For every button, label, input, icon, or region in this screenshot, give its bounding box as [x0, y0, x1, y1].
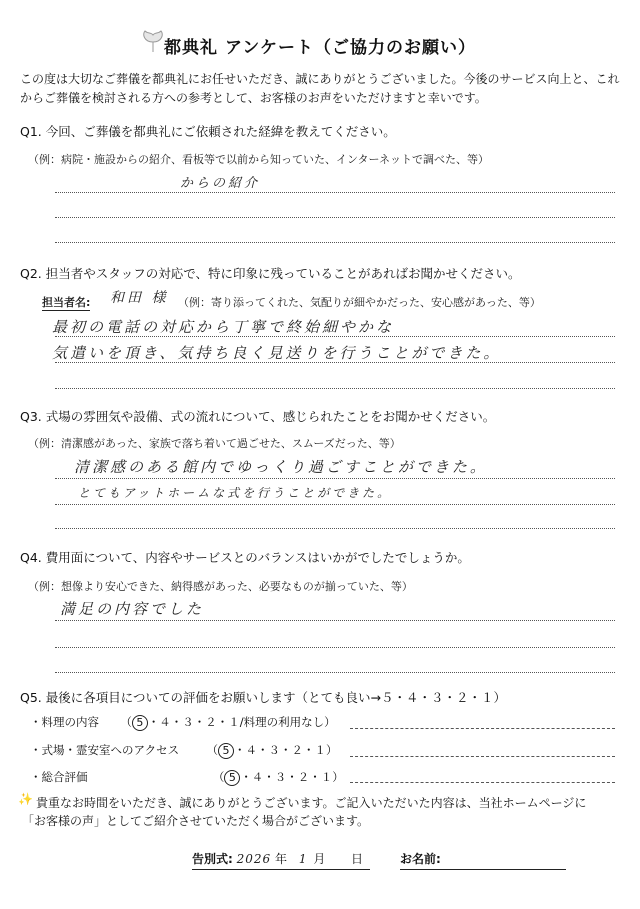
thanks-line-2: 「お客様の声」としてご紹介させていただく場合がございます。 [22, 814, 370, 828]
q4-line-3 [55, 672, 615, 673]
q3-answer-line-2: とてもアットホームな式を行うことができた。 [78, 486, 393, 500]
rating-label: ・式場・霊安室へのアクセス [30, 743, 180, 757]
date-month: 1 [298, 852, 310, 866]
rating-selected-circle: 5 [218, 743, 234, 759]
rating-row-overall [30, 769, 344, 786]
q2-question: Q2. 担当者やスタッフの対応で、特に印象に残っていることがあればお聞かせください。 [20, 266, 521, 281]
intro-text: この度は大切なご葬儀を都典礼にお任せいただき、誠にありがとうございました。今後のサービス向上と、これからご葬儀を検討される方への参考として、お客様のお声をいただけますと幸いです。 [20, 72, 620, 105]
q3-answer-line-1: 清潔感のある館内でゆっくり過ごすことができた。 [74, 458, 488, 476]
q1-answer: からの紹介 [180, 176, 261, 191]
q2-line-1 [55, 336, 615, 337]
q1-answer-line-1 [55, 192, 615, 193]
day-unit: 日 [351, 852, 364, 866]
q1-answer-line-2 [55, 217, 615, 218]
q3-question: Q3. 式場の雰囲気や設備、式の流れについて、感じられたことをお聞かせください。 [20, 409, 496, 424]
name-field [400, 850, 566, 870]
q3-example: （例：清潔感があった、家族で落ち着いて過ごせた、スムーズだった、等） [28, 437, 401, 450]
rating-options: ・４・３・２・１） [240, 770, 344, 784]
q2-example: （例：寄り添ってくれた、気配りが細やかだった、安心感があった、等） [178, 296, 541, 309]
q1-question: Q1. 今回、ご葬儀を都典礼にご依頼された経緯を教えてください。 [20, 124, 396, 139]
rating-open: （ [120, 715, 132, 729]
q2-line-3 [55, 388, 615, 389]
rating-row-access [30, 742, 337, 759]
q1-example: （例：病院・施設からの紹介、看板等で以前から知っていた、インターネットで調べた、等） [28, 153, 490, 166]
name-label: お名前: [400, 852, 441, 866]
q5-line-3 [350, 782, 615, 783]
sparkle-icon: ✨ [18, 792, 33, 806]
q4-question: Q4. 費用面について、内容やサービスとのバランスはいかがでしたでしょうか。 [20, 550, 470, 565]
q3-line-1 [55, 478, 615, 479]
q5-line-1 [350, 728, 615, 729]
q2-answer-line-2: 気遣いを頂き、気持ち良く見送りを行うことができた。 [52, 344, 502, 362]
month-unit: 月 [313, 852, 326, 866]
funeral-date-field [192, 850, 370, 870]
q4-line-2 [55, 647, 615, 648]
q5-question: Q5. 最後に各項目についての評価をお願いします（とても良い→５・４・３・２・１） [20, 690, 506, 705]
q5-line-2 [350, 756, 615, 757]
rating-label: ・総合評価 [30, 770, 88, 784]
rating-selected-circle: 5 [132, 715, 148, 731]
q2-staff-label: 担当者名: [42, 296, 91, 309]
rating-open: （ [206, 743, 218, 757]
date-year: 2026 [236, 852, 272, 866]
rating-label: ・料理の内容 [30, 715, 99, 729]
q2-answer-line-1: 最初の電話の対応から丁寧で終始細やかな [52, 318, 395, 336]
rating-row-food [30, 714, 336, 731]
q2-line-2 [55, 362, 615, 363]
thanks-line-1: 貴重なお時間をいただき、誠にありがとうございます。ご記入いただいた内容は、当社ホームページに [36, 796, 587, 810]
q4-line-1 [55, 620, 615, 621]
rating-open: （ [212, 770, 225, 784]
q3-line-2 [55, 504, 615, 505]
q1-answer-line-3 [55, 242, 615, 243]
rating-selected-circle: 5 [224, 770, 240, 786]
q4-answer: 満足の内容でした [60, 600, 205, 618]
year-unit: 年 [275, 852, 288, 866]
q3-line-3 [55, 528, 615, 529]
rating-options: ・４・３・２・１） [233, 743, 338, 757]
q2-staff-name: 和田 様 [110, 290, 169, 306]
page-title: 都典礼 アンケート（ご協力のお願い） [164, 38, 476, 58]
date-label: 告別式: [192, 852, 233, 866]
rating-options: ・４・３・２・１/料理の利用なし） [147, 715, 336, 729]
q4-example: （例：想像より安心できた、納得感があった、必要なものが揃っていた、等） [28, 580, 413, 593]
